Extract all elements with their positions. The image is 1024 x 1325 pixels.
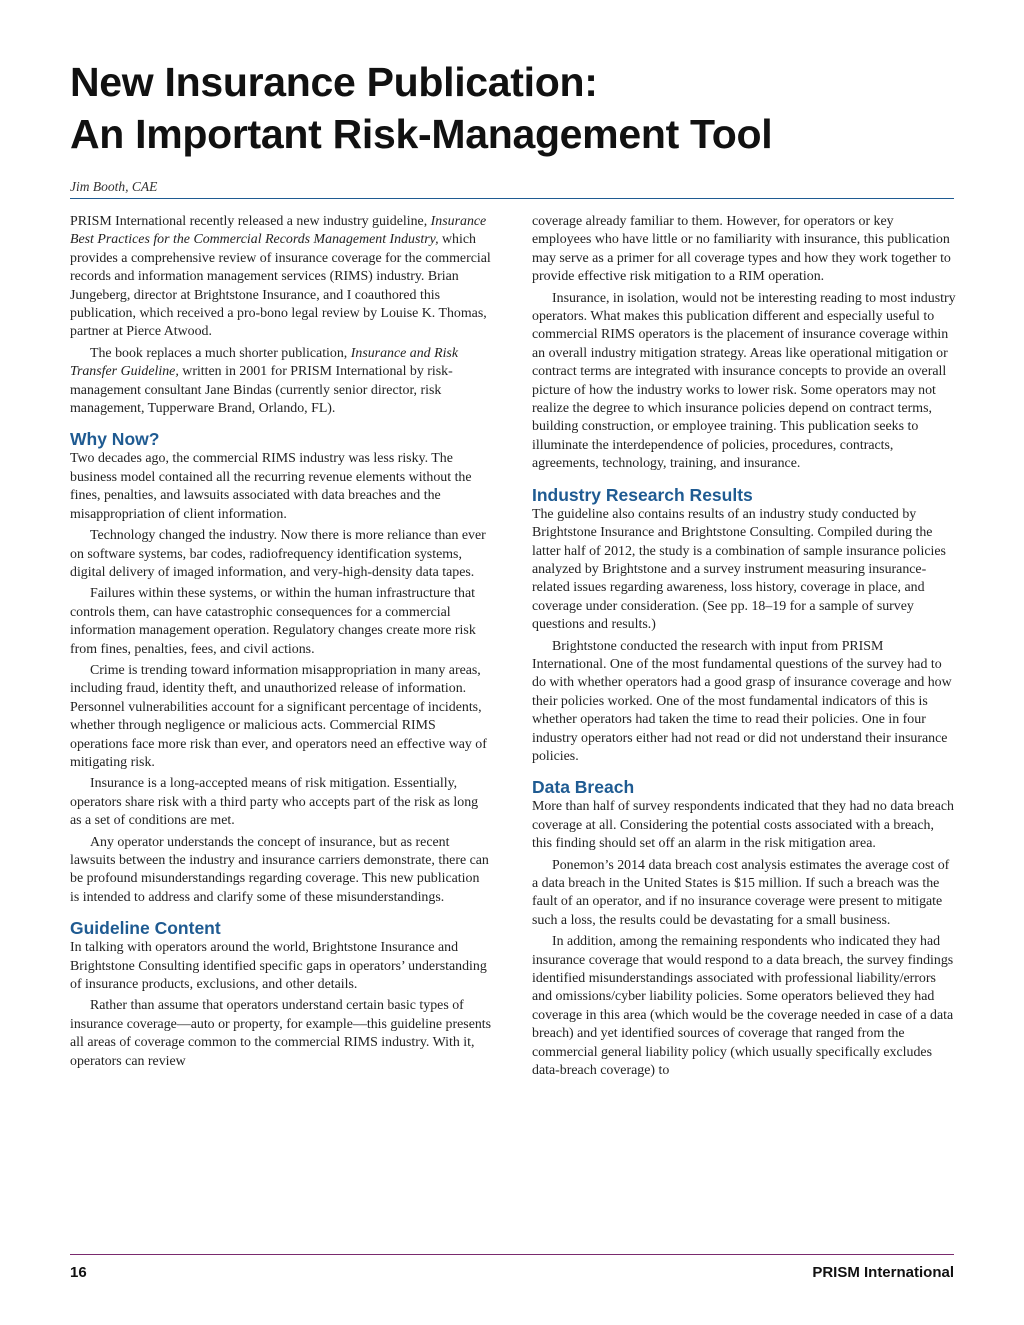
book-title: Insurance and Risk Transfer Guideline, <box>70 345 458 380</box>
footer-divider <box>70 1254 954 1255</box>
paragraph: Insurance is a long-accepted means of risk mitigation. Essentially, operators share risk with a third party who accepts part of the risk as long as a set of conditions are met. <box>70 776 479 829</box>
paragraph-text: written in 2001 for PRISM International by risk-management consultant Jane Bindas (currently senior director, risk management, Tupperware Brand, Orlando, FL). <box>70 364 453 417</box>
paragraph: The guideline also contains results of an industry study conducted by Brightstone Insurance and Brightstone Consulting. Compiled during the latter half of 2012, the study is a combination of sample insurance policies analyzed by Brightstone and a survey instrument measuring insurance-related issues regarding awareness, loss history, coverage in place, and coverage under consideration. (See pp. 18–19 for a sample of survey questions and results.) <box>532 506 946 633</box>
title-divider <box>70 198 954 199</box>
article-title <box>70 56 960 160</box>
section-heading-guideline-content: Guideline Content <box>70 918 221 939</box>
left-column <box>70 213 492 1071</box>
article-title-line-2: An Important Risk-Management Tool <box>70 111 773 157</box>
paragraph: Technology changed the industry. Now there is more reliance than ever on software systems, bar codes, radiofrequency identification systems, digital delivery of imaged information, and very-high-density data tapes. <box>70 528 486 580</box>
paragraph: In addition, among the remaining respondents who indicated they had insurance coverage that would respond to a data breach, the survey findings identified misunderstandings associated with professional liability/errors and omissions/cyber liability policies. Some operators believed they had coverage in this area (which would be the coverage needed in case of a data breach) and yet identified sources of coverage that ranged from the commercial general liability policy (which usually specifically excludes data-breach coverage) to <box>532 934 954 1079</box>
paragraph: Insurance, in isolation, would not be interesting reading to most industry operators. What makes this publication different and especially useful to commercial RIMS operators is the placement of insurance coverage within an overall industry mitigation strategy. Areas like operational mitigation or contract terms are integrated with insurance concepts to provide an overall picture of how the industry works to lower risk. Some operators may not realize the degree to which insurance policies depend on contract terms, building construction, or employee training. This publication seeks to illuminate the interdependence of policies, procedures, contracts, agreements, technology, training, and insurance. <box>532 290 956 472</box>
article-title-line-1: New Insurance Publication: <box>70 59 598 105</box>
paragraph-text: PRISM International recently released a new industry guideline, <box>70 214 431 229</box>
author-byline: Jim Booth, CAE <box>70 179 158 194</box>
paragraph: Two decades ago, the commercial RIMS industry was less risky. The business model contained all the recurring revenue elements without the fines, penalties, and lawsuits associated with data breaches and the misappropriation of client information. <box>70 451 472 522</box>
paragraph: coverage already familiar to them. However, for operators or key employees who have little or no familiarity with insurance, this publication may serve as a primer for all coverage types and how they work together to provide effective risk mitigation to a RIM operation. <box>532 214 951 285</box>
paragraph: Crime is trending toward information misappropriation in many areas, including fraud, identity theft, and unauthorized release of information. Personnel vulnerabilities account for a significant percentage of incidents, whether through negligence or malicious acts. Commercial RIMS operations face more risk than ever, and operators need an effective way of mitigating risk. <box>70 662 487 770</box>
section-heading-data-breach: Data Breach <box>532 777 635 798</box>
section-heading-why-now: Why Now? <box>70 429 160 450</box>
paragraph: More than half of survey respondents indicated that they had no data breach coverage at all. Considering the potential costs associated with a breach, this finding should set off an alarm in the risk mitigation area. <box>532 799 954 852</box>
publication-name: PRISM International <box>812 1264 954 1281</box>
book-title: Insurance Best Practices for the Commercial Records Management Industry, <box>70 214 487 248</box>
paragraph: In talking with operators around the world, Brightstone Insurance and Brightstone Consulting identified specific gaps in operators’ understanding of insurance products, exclusions, and other details. <box>70 940 487 993</box>
paragraph <box>70 345 492 419</box>
paragraph: Ponemon’s 2014 data breach cost analysis estimates the average cost of a data breach in the United States is $15 million. If such a breach was the fault of an operator, and if no insurance coverage were present to mitigate such a loss, the results could be devastating for a small business. <box>532 857 950 928</box>
paragraph: Any operator understands the concept of insurance, but as recent lawsuits between the industry and insurance carriers demonstrate, there can be profound misunderstandings regarding coverage. This new publication is intended to address and clarify some of these misunderstandings. <box>70 834 489 905</box>
right-column <box>532 213 956 1080</box>
paragraph-text: The book replaces a much shorter publication, <box>90 345 351 361</box>
section-heading-industry-research: Industry Research Results <box>532 484 753 505</box>
paragraph: Failures within these systems, or within the human infrastructure that controls them, can have catastrophic consequences for a commercial information management operation. Regulatory changes create more risk from fines, penalties, fees, and civil actions. <box>70 586 476 657</box>
paragraph: Brightstone conducted the research with input from PRISM International. One of the most fundamental questions of the survey had to do with whether operators had a good grasp of insurance coverage and how their policies worked. One of the most fundamental indicators of this is whether operators had taken the time to read their policies. One in four industry operators either had not read or did not understand their insurance policies. <box>532 638 952 764</box>
page-number: 16 <box>70 1264 87 1281</box>
paragraph-text: which provides a comprehensive review of insurance coverage for the commercial records and information management services (RIMS) industry. Brian Jungeberg, director at Brightstone Insurance, and I coauthored this publication, which received a pro-bono legal review by Louise K. Thomas, partner at Pierce Atwood. <box>70 232 491 340</box>
paragraph <box>70 213 492 342</box>
paragraph: Rather than assume that operators understand certain basic types of insurance coverage—auto or property, for example—this guideline presents all areas of coverage common to the commercial RIMS industry. With it, operators can review <box>70 998 492 1069</box>
